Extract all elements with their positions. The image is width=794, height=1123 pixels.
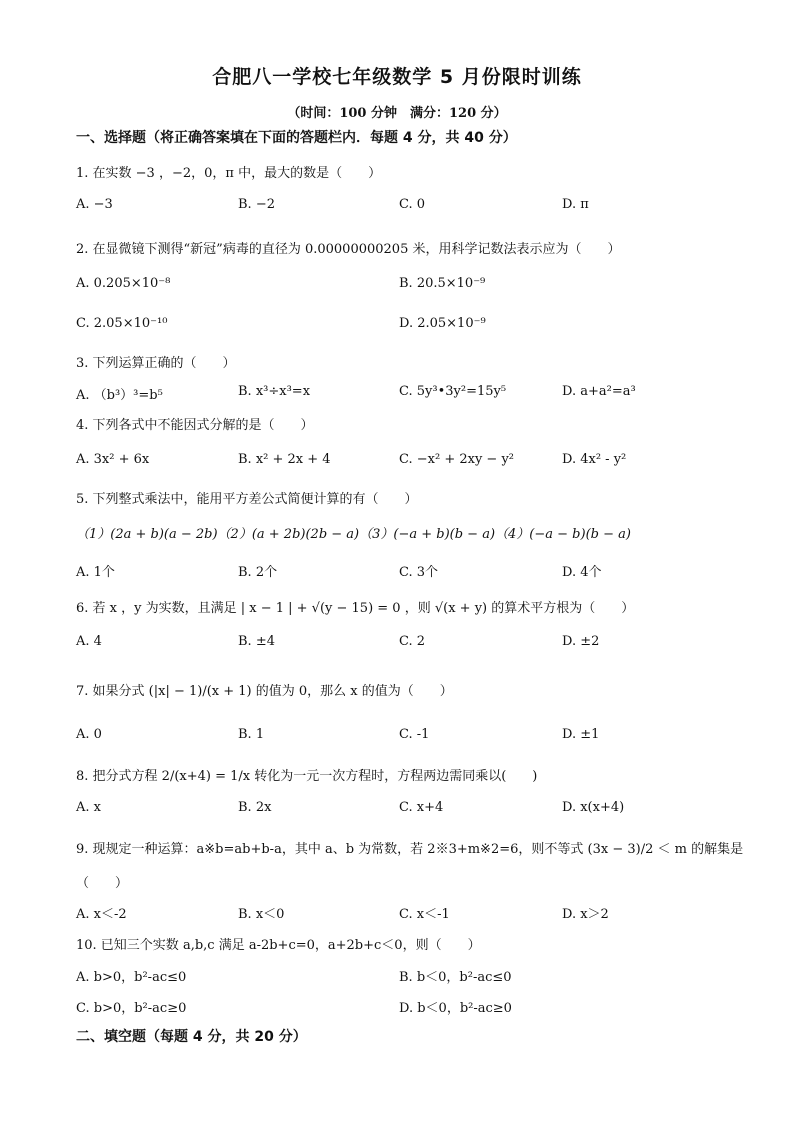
question-9-options bbox=[76, 903, 736, 923]
question-4-options bbox=[76, 452, 736, 472]
option-b: B. −2 bbox=[238, 197, 275, 212]
option-d: D. 4个 bbox=[562, 565, 602, 580]
question-2-options-row2 bbox=[76, 316, 736, 336]
option-a: A. 0.205×10⁻⁸ bbox=[76, 276, 171, 291]
question-2-stem: 2. 在显微镜下测得“新冠”病毒的直径为 0.00000000205 米，用科学记数法表示应为（ ） bbox=[76, 242, 621, 257]
question-3-stem: 3. 下列运算正确的（ ） bbox=[76, 356, 236, 371]
question-4-stem: 4. 下列各式中不能因式分解的是（ ） bbox=[76, 418, 314, 433]
option-c: C. 3个 bbox=[399, 565, 439, 580]
option-c: C. −x² + 2xy − y² bbox=[399, 452, 515, 467]
question-1-options bbox=[76, 197, 736, 217]
section-heading-fill-in: 二、填空题（每题 4 分，共 20 分） bbox=[76, 1029, 307, 1045]
question-3-options bbox=[76, 384, 736, 404]
question-9-answer-blank: （ ） bbox=[76, 876, 129, 891]
page-title: 合肥八一学校七年级数学 5 月份限时训练 bbox=[212, 66, 582, 88]
question-7-options bbox=[76, 727, 736, 747]
option-d: D. 4x² - y² bbox=[562, 452, 627, 467]
option-d: D. x＞2 bbox=[562, 907, 609, 922]
option-c: C. 2 bbox=[399, 634, 426, 649]
option-d: D. a+a²=a³ bbox=[562, 384, 636, 399]
option-b: B. x² + 2x + 4 bbox=[238, 452, 331, 467]
option-b: B. b＜0，b²-ac≤0 bbox=[399, 970, 512, 985]
question-2-options-row1 bbox=[76, 276, 736, 296]
option-d: D. x(x+4) bbox=[562, 800, 625, 815]
question-5-options bbox=[76, 561, 736, 581]
option-a: A. 1个 bbox=[76, 565, 115, 580]
option-a: A. （b³）³=b⁵ bbox=[76, 388, 163, 403]
question-10-options-row1 bbox=[76, 966, 736, 986]
option-b: B. 20.5×10⁻⁹ bbox=[399, 276, 486, 291]
option-c: C. 5y³•3y²=15y⁵ bbox=[399, 384, 507, 399]
question-5-stem: 5. 下列整式乘法中，能用平方差公式简便计算的有（ ） bbox=[76, 492, 418, 507]
question-10-options-row2 bbox=[76, 997, 736, 1017]
option-d: D. b＜0，b²-ac≥0 bbox=[399, 1001, 512, 1016]
option-b: B. 2x bbox=[238, 800, 272, 815]
option-c: C. x+4 bbox=[399, 800, 444, 815]
option-b: B. x³÷x³=x bbox=[238, 384, 311, 399]
option-a: A. 0 bbox=[76, 727, 102, 742]
option-c: C. -1 bbox=[399, 727, 430, 742]
option-b: B. 2个 bbox=[238, 565, 278, 580]
option-a: A. 3x² + 6x bbox=[76, 452, 150, 467]
exam-info: （时间：100 分钟 满分：120 分） bbox=[287, 106, 507, 121]
option-d: D. ±1 bbox=[562, 727, 600, 742]
option-a: A. 4 bbox=[76, 634, 102, 649]
option-a: A. −3 bbox=[76, 197, 113, 212]
option-c: C. x＜-1 bbox=[399, 907, 450, 922]
option-d: D. ±2 bbox=[562, 634, 600, 649]
option-d: D. 2.05×10⁻⁹ bbox=[399, 316, 486, 331]
question-7-stem: 7. 如果分式 (|x| − 1)/(x + 1) 的值为 0，那么 x 的值为（ ） bbox=[76, 684, 453, 699]
question-9-stem: 9. 现规定一种运算：a※b=ab+b-a，其中 a、b 为常数，若 2※3+m※2=6，则不等式 (3x − 3)/2 ＜ m 的解集是 bbox=[76, 842, 744, 857]
question-1-stem: 1. 在实数 −3 ，−2，0，π 中，最大的数是（ ） bbox=[76, 166, 382, 181]
question-10-stem: 10. 已知三个实数 a,b,c 满足 a-2b+c=0，a+2b+c＜0，则（ ） bbox=[76, 938, 481, 953]
question-6-stem: 6. 若 x ，y 为实数，且满足 | x − 1 | + √(y − 15) = 0 ，则 √(x + y) 的算术平方根为（ ） bbox=[76, 601, 635, 616]
question-8-stem: 8. 把分式方程 2/(x+4) = 1/x 转化为一元一次方程时，方程两边需同乘以( ) bbox=[76, 769, 538, 784]
option-b: B. ±4 bbox=[238, 634, 275, 649]
question-5-expressions: （1）(2a + b)(a − 2b)（2）(a + 2b)(2b − a)（3）(−a + b)(b − a)（4）(−a − b)(b − a) bbox=[76, 527, 631, 542]
question-8-options bbox=[76, 800, 736, 820]
option-c: C. b>0，b²-ac≥0 bbox=[76, 1001, 187, 1016]
question-6-options bbox=[76, 634, 736, 654]
option-a: A. x＜-2 bbox=[76, 907, 127, 922]
option-b: B. 1 bbox=[238, 727, 265, 742]
option-c: C. 0 bbox=[399, 197, 426, 212]
option-a: A. b>0，b²-ac≤0 bbox=[76, 970, 187, 985]
option-b: B. x＜0 bbox=[238, 907, 285, 922]
option-d: D. π bbox=[562, 197, 589, 212]
option-a: A. x bbox=[76, 800, 101, 815]
section-heading-choice: 一、选择题（将正确答案填在下面的答题栏内．每题 4 分，共 40 分） bbox=[76, 130, 517, 146]
option-c: C. 2.05×10⁻¹⁰ bbox=[76, 316, 168, 331]
